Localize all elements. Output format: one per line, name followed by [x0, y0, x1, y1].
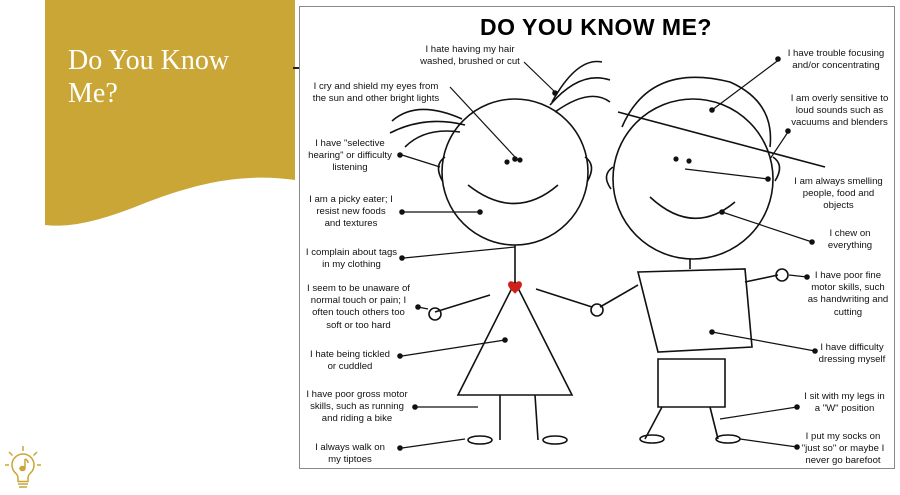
label-dressing: I have difficulty dressing myself: [818, 342, 886, 366]
label-tags: I complain about tags in my clothing: [305, 247, 398, 271]
label-hearing: I have "selective hearing" or difficulty listening: [308, 138, 392, 174]
lightbulb-icon: [4, 444, 42, 492]
slide-title: Do You Know Me?: [68, 45, 230, 109]
poster: [299, 6, 895, 469]
label-picky: I am a picky eater; I resist new foods and textures: [309, 194, 393, 230]
label-tiptoes: I always walk on my tiptoes: [315, 442, 385, 466]
label-hair: I hate having my hair washed, brushed or cut: [420, 44, 520, 68]
label-sounds: I am overly sensitive to loud sounds such as vacuums and blenders: [790, 93, 889, 129]
poster-title: DO YOU KNOW ME?: [480, 14, 712, 40]
label-fine-motor: I have poor fine motor skills, such as handwriting and cutting: [807, 270, 889, 318]
label-focusing: I have trouble focusing and/or concentrating: [787, 48, 885, 72]
label-gross-motor: I have poor gross motor skills, such as running and riding a bike: [306, 389, 408, 425]
label-smelling: I am always smelling people, food and objects: [794, 176, 883, 212]
label-tickled: I hate being tickled or cuddled: [309, 349, 390, 373]
label-lights: I cry and shield my eyes from the sun and other bright lights: [312, 81, 440, 105]
label-w-position: I sit with my legs in a "W" position: [804, 391, 885, 415]
label-socks: I put my socks on "just so" or maybe I never go barefoot: [801, 431, 885, 467]
girl-figure: [390, 62, 610, 445]
label-touch: I seem to be unaware of normal touch or pain; I often touch others too soft or too hard: [307, 283, 410, 331]
label-chew: I chew on everything: [827, 228, 873, 252]
title-banner: [0, 0, 295, 230]
